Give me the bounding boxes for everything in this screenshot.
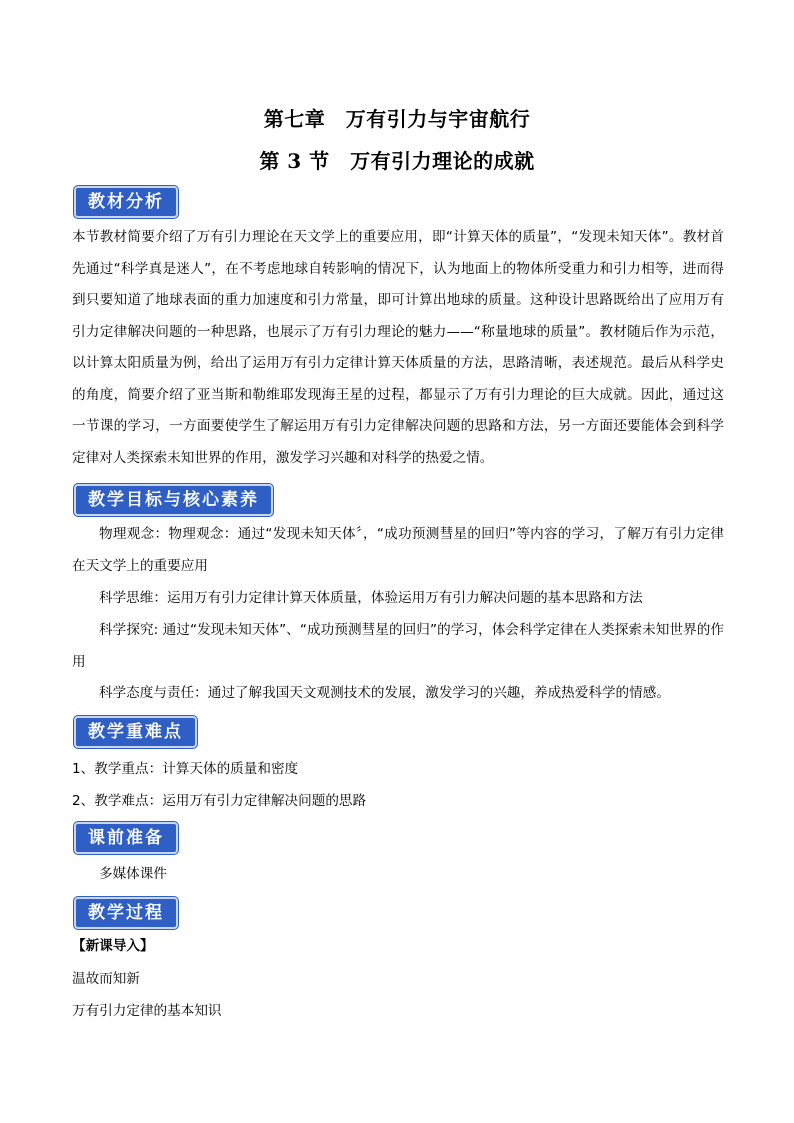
preparation-item: 多媒体课件 (99, 866, 167, 882)
objective-attitude: 科学态度与责任：通过了解我国天文观测技术的发展，激发学习的兴趣，养成热爱科学的情感。 (99, 685, 670, 701)
process-line-2: 万有引力定律的基本知识 (72, 1003, 222, 1019)
chapter-title: 第七章 万有引力与宇宙航行 (263, 107, 531, 131)
section-title: 第 3 节 万有引力理论的成就 (259, 149, 535, 173)
difficult-point: 2、教学难点：运用万有引力定律解决问题的思路 (72, 793, 367, 809)
badge-preparation: 课前准备 (74, 822, 178, 854)
badge-analysis: 教材分析 (74, 186, 178, 218)
new-lesson-heading: 【新课导入】 (72, 938, 154, 954)
objective-scientific-thinking: 科学思维：运用万有引力定律计算天体质量，体验运用万有引力解决问题的基本思路和方法 (99, 590, 643, 606)
key-point: 1、教学重点：计算天体的质量和密度 (72, 761, 299, 777)
objective-scientific-inquiry: 科学探究: 通过“发现未知天体”、“成功预测彗星的回归”的学习，体会科学定律在人类探索未知世界的作用 (72, 622, 724, 670)
analysis-paragraph: 本节教材简要介绍了万有引力理论在天文学上的重要应用，即“计算天体的质量”，“发现未知天体”。教材首先通过“科学真是迷人”，在不考虑地球自转影响的情况下，认为地面上的物体所受重力和引力相等，进而得到只要知道了地球表面的重力加速度和引力常量，即可计算出地球的质量。这种设计思路既给出了应用万有引力定律解决问题的一种思路，也展示了万有引力理论的魅力——“称量地球的质量”。教材随后作为示范，以计算太阳质量为例，给出了运用万有引力定律计算天体质量的方法，思路清晰，表述规范。最后从科学史的角度，简要介绍了亚当斯和勒维耶发现海王星的过程，都显示了万有引力理论的巨大成就。因此，通过这一节课的学习，一方面要使学生了解运用万有引力定律解决问题的思路和方法，另一方面还要能体会到科学定律对人类探索未知世界的作用，激发学习兴趣和对科学的热爱之情。 (72, 229, 724, 466)
objective-physics-concept: 物理观念：物理观念：通过“发现未知天体〞，“成功预测彗星的回归”等内容的学习，了解万有引力定律在天文学上的重要应用 (72, 526, 724, 574)
badge-objectives: 教学目标与核心素养 (74, 484, 273, 516)
process-line-1: 温故而知新 (72, 971, 140, 987)
badge-key-points: 教学重难点 (74, 716, 197, 748)
badge-process: 教学过程 (74, 897, 178, 929)
